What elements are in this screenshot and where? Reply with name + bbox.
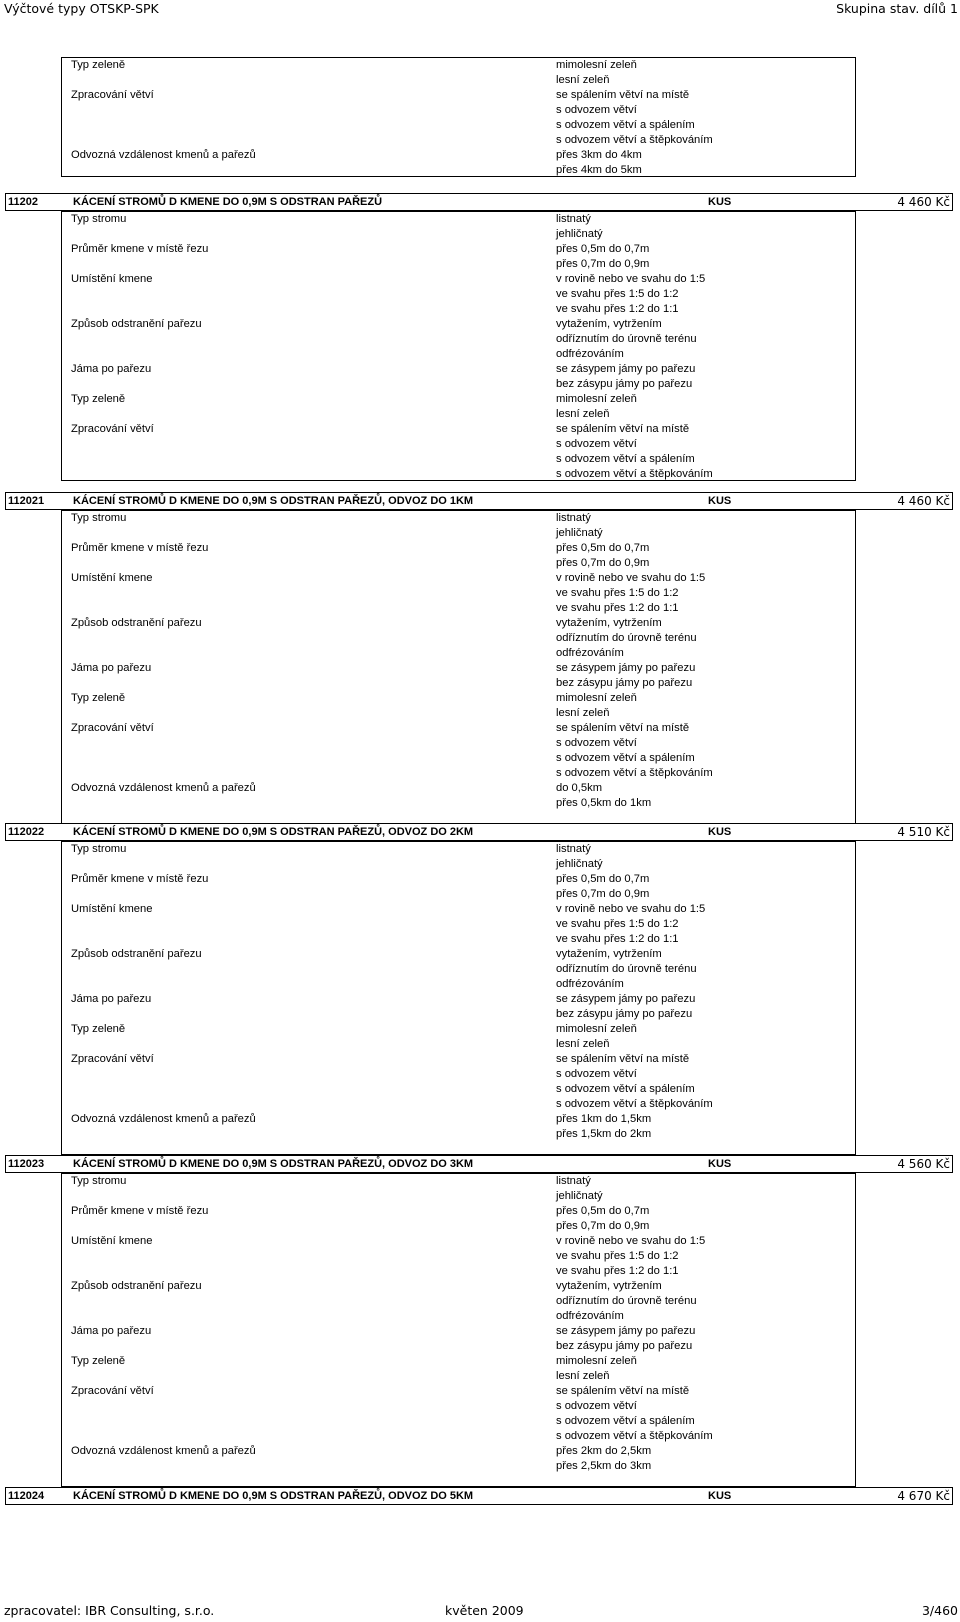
param-value-umisteni-kmene: ve svahu přes 1:5 do 1:2 xyxy=(556,288,679,300)
param-value-umisteni-kmene: ve svahu přes 1:2 do 1:1 xyxy=(556,933,679,945)
param-value-zpracovani-vetvi: se spálením větví na místě xyxy=(556,423,690,435)
param-value-odvozna-vzdalenost: přes 2,5km do 3km xyxy=(556,1460,652,1472)
param-value-typ-zelene: mimolesní zeleň xyxy=(556,692,637,704)
param-value-prumer-kmene: přes 0,5m do 0,7m xyxy=(556,1205,650,1217)
param-label-typ-stromu: Typ stromu xyxy=(71,512,127,524)
param-value-typ-stromu: jehličnatý xyxy=(556,858,603,870)
param-label-jama-po-parezu: Jáma po pařezu xyxy=(71,662,152,674)
item-price: 4 510 Kč xyxy=(897,825,950,839)
param-value-zpusob-odstraneni: odfrézováním xyxy=(556,1310,624,1322)
param-label-odvozna-vzdalenost: Odvozná vzdálenost kmenů a pařezů xyxy=(71,782,256,794)
param-value-odvozna-vzdalenost: přes 2km do 2,5km xyxy=(556,1445,652,1457)
param-value-typ-stromu: jehličnatý xyxy=(556,1190,603,1202)
param-value-jama-po-parezu: se zásypem jámy po pařezu xyxy=(556,363,696,375)
param-value-zpusob-odstraneni: vytažením, vytržením xyxy=(556,318,662,330)
param-label-prumer-kmene: Průměr kmene v místě řezu xyxy=(71,1205,209,1217)
param-value-jama-po-parezu: se zásypem jámy po pařezu xyxy=(556,1325,696,1337)
param-value-umisteni-kmene: ve svahu přes 1:2 do 1:1 xyxy=(556,602,679,614)
param-value-odvozna-vzdalenost: přes 3km do 4km xyxy=(556,149,642,161)
param-value-zpusob-odstraneni: odfrézováním xyxy=(556,348,624,360)
param-value-jama-po-parezu: bez zásypu jámy po pařezu xyxy=(556,1340,693,1352)
param-value-zpusob-odstraneni: vytažením, vytržením xyxy=(556,1280,662,1292)
param-value-zpracovani-vetvi: s odvozem větví a spálením xyxy=(556,752,695,764)
item-unit: KUS xyxy=(708,1490,732,1502)
param-value-umisteni-kmene: v rovině nebo ve svahu do 1:5 xyxy=(556,572,706,584)
parameter-box xyxy=(61,841,856,1155)
param-label-prumer-kmene: Průměr kmene v místě řezu xyxy=(71,542,209,554)
param-value-zpracovani-vetvi: s odvozem větví a štěpkováním xyxy=(556,134,713,146)
param-value-zpracovani-vetvi: s odvozem větví xyxy=(556,1400,637,1412)
param-value-prumer-kmene: přes 0,7m do 0,9m xyxy=(556,258,650,270)
item-price: 4 670 Kč xyxy=(897,1489,950,1503)
item-name: KÁCENÍ STROMŮ D KMENE DO 0,9M S ODSTRAN PAŘEZŮ, ODVOZ DO 1KM xyxy=(73,495,474,507)
header-title: Výčtové typy OTSKP-SPK xyxy=(4,1,159,16)
param-value-typ-stromu: listnatý xyxy=(556,843,591,855)
param-value-typ-zelene: lesní zeleň xyxy=(556,1038,610,1050)
item-code: 112022 xyxy=(8,826,45,838)
item-code: 112023 xyxy=(8,1158,45,1170)
param-value-zpracovani-vetvi: s odvozem větví xyxy=(556,737,637,749)
param-value-jama-po-parezu: se zásypem jámy po pařezu xyxy=(556,662,696,674)
param-label-typ-zelene: Typ zeleně xyxy=(71,1023,126,1035)
param-label-zpracovani-vetvi: Zpracování větví xyxy=(71,89,154,101)
param-label-zpracovani-vetvi: Zpracování větví xyxy=(71,423,154,435)
param-value-zpracovani-vetvi: se spálením větví na místě xyxy=(556,722,690,734)
param-value-umisteni-kmene: ve svahu přes 1:5 do 1:2 xyxy=(556,918,679,930)
footer-author: zpracovatel: IBR Consulting, s.r.o. xyxy=(4,1603,215,1618)
footer-date: květen 2009 xyxy=(445,1603,524,1618)
param-label-typ-zelene: Typ zeleně xyxy=(71,393,126,405)
page-header xyxy=(0,0,960,18)
param-value-typ-zelene: lesní zeleň xyxy=(556,74,610,86)
param-value-umisteni-kmene: ve svahu přes 1:5 do 1:2 xyxy=(556,587,679,599)
param-value-typ-stromu: listnatý xyxy=(556,512,591,524)
parameter-box xyxy=(61,510,856,824)
param-value-prumer-kmene: přes 0,7m do 0,9m xyxy=(556,1220,650,1232)
item-title-row xyxy=(5,193,953,211)
param-value-typ-zelene: lesní zeleň xyxy=(556,408,610,420)
param-value-zpracovani-vetvi: s odvozem větví a štěpkováním xyxy=(556,1098,713,1110)
item-title-row xyxy=(5,1155,953,1173)
param-label-odvozna-vzdalenost: Odvozná vzdálenost kmenů a pařezů xyxy=(71,1445,256,1457)
param-value-zpusob-odstraneni: vytažením, vytržením xyxy=(556,617,662,629)
param-label-odvozna-vzdalenost: Odvozná vzdálenost kmenů a pařezů xyxy=(71,149,256,161)
param-value-umisteni-kmene: v rovině nebo ve svahu do 1:5 xyxy=(556,903,706,915)
item-price: 4 560 Kč xyxy=(897,1157,950,1171)
param-value-typ-stromu: jehličnatý xyxy=(556,228,603,240)
param-value-zpracovani-vetvi: se spálením větví na místě xyxy=(556,1385,690,1397)
param-value-umisteni-kmene: ve svahu přes 1:2 do 1:1 xyxy=(556,303,679,315)
item-price: 4 460 Kč xyxy=(897,195,950,209)
param-label-zpusob-odstraneni: Způsob odstranění pařezu xyxy=(71,318,202,330)
param-value-zpracovani-vetvi: s odvozem větví a spálením xyxy=(556,453,695,465)
param-label-jama-po-parezu: Jáma po pařezu xyxy=(71,363,152,375)
param-value-umisteni-kmene: v rovině nebo ve svahu do 1:5 xyxy=(556,1235,706,1247)
footer-page-number: 3/460 xyxy=(921,1603,958,1618)
item-name: KÁCENÍ STROMŮ D KMENE DO 0,9M S ODSTRAN PAŘEZŮ, ODVOZ DO 3KM xyxy=(73,1158,474,1170)
param-label-typ-zelene: Typ zeleně xyxy=(71,59,126,71)
item-price: 4 460 Kč xyxy=(897,494,950,508)
param-value-zpusob-odstraneni: odfrézováním xyxy=(556,647,624,659)
param-value-prumer-kmene: přes 0,5m do 0,7m xyxy=(556,873,650,885)
item-name: KÁCENÍ STROMŮ D KMENE DO 0,9M S ODSTRAN PAŘEZŮ, ODVOZ DO 5KM xyxy=(73,1490,474,1502)
param-value-zpracovani-vetvi: s odvozem větví xyxy=(556,1068,637,1080)
param-label-zpusob-odstraneni: Způsob odstranění pařezu xyxy=(71,617,202,629)
param-label-zpusob-odstraneni: Způsob odstranění pařezu xyxy=(71,1280,202,1292)
param-label-zpracovani-vetvi: Zpracování větví xyxy=(71,722,154,734)
param-label-prumer-kmene: Průměr kmene v místě řezu xyxy=(71,243,209,255)
item-unit: KUS xyxy=(708,1158,732,1170)
page-footer xyxy=(0,1603,960,1621)
item-code: 112021 xyxy=(8,495,45,507)
param-label-typ-stromu: Typ stromu xyxy=(71,1175,127,1187)
param-value-typ-stromu: listnatý xyxy=(556,213,591,225)
param-label-odvozna-vzdalenost: Odvozná vzdálenost kmenů a pařezů xyxy=(71,1113,256,1125)
param-value-odvozna-vzdalenost: přes 1,5km do 2km xyxy=(556,1128,652,1140)
param-label-zpracovani-vetvi: Zpracování větví xyxy=(71,1053,154,1065)
param-value-odvozna-vzdalenost: přes 4km do 5km xyxy=(556,164,642,176)
param-label-jama-po-parezu: Jáma po pařezu xyxy=(71,1325,152,1337)
param-label-umisteni-kmene: Umístění kmene xyxy=(71,273,153,285)
param-value-zpusob-odstraneni: odříznutím do úrovně terénu xyxy=(556,333,697,345)
param-value-typ-stromu: jehličnatý xyxy=(556,527,603,539)
item-name: KÁCENÍ STROMŮ D KMENE DO 0,9M S ODSTRAN PAŘEZŮ xyxy=(73,196,383,208)
param-value-odvozna-vzdalenost: přes 1km do 1,5km xyxy=(556,1113,652,1125)
param-value-jama-po-parezu: bez zásypu jámy po pařezu xyxy=(556,378,693,390)
param-value-typ-zelene: mimolesní zeleň xyxy=(556,59,637,71)
param-value-prumer-kmene: přes 0,7m do 0,9m xyxy=(556,888,650,900)
item-unit: KUS xyxy=(708,196,732,208)
param-value-zpracovani-vetvi: s odvozem větví a spálením xyxy=(556,119,695,131)
header-group: Skupina stav. dílů 1 xyxy=(836,1,958,16)
param-value-umisteni-kmene: ve svahu přes 1:5 do 1:2 xyxy=(556,1250,679,1262)
param-label-typ-stromu: Typ stromu xyxy=(71,213,127,225)
param-value-zpusob-odstraneni: odříznutím do úrovně terénu xyxy=(556,1295,697,1307)
param-label-jama-po-parezu: Jáma po pařezu xyxy=(71,993,152,1005)
param-value-prumer-kmene: přes 0,7m do 0,9m xyxy=(556,557,650,569)
param-label-umisteni-kmene: Umístění kmene xyxy=(71,1235,153,1247)
param-value-zpusob-odstraneni: odříznutím do úrovně terénu xyxy=(556,632,697,644)
param-value-odvozna-vzdalenost: do 0,5km xyxy=(556,782,603,794)
item-title-row xyxy=(5,492,953,510)
param-value-typ-zelene: mimolesní zeleň xyxy=(556,1355,637,1367)
param-value-prumer-kmene: přes 0,5m do 0,7m xyxy=(556,243,650,255)
item-unit: KUS xyxy=(708,826,732,838)
param-value-odvozna-vzdalenost: přes 0,5km do 1km xyxy=(556,797,652,809)
param-label-typ-zelene: Typ zeleně xyxy=(71,692,126,704)
param-value-prumer-kmene: přes 0,5m do 0,7m xyxy=(556,542,650,554)
param-value-zpracovani-vetvi: s odvozem větví a spálením xyxy=(556,1083,695,1095)
param-value-typ-zelene: lesní zeleň xyxy=(556,707,610,719)
param-value-zpracovani-vetvi: s odvozem větví a štěpkováním xyxy=(556,468,713,480)
param-value-zpracovani-vetvi: s odvozem větví xyxy=(556,104,637,116)
param-label-typ-stromu: Typ stromu xyxy=(71,843,127,855)
item-name: KÁCENÍ STROMŮ D KMENE DO 0,9M S ODSTRAN PAŘEZŮ, ODVOZ DO 2KM xyxy=(73,826,474,838)
param-value-typ-zelene: lesní zeleň xyxy=(556,1370,610,1382)
param-label-typ-zelene: Typ zeleně xyxy=(71,1355,126,1367)
item-title-row xyxy=(5,823,953,841)
param-value-zpusob-odstraneni: odříznutím do úrovně terénu xyxy=(556,963,697,975)
param-value-umisteni-kmene: v rovině nebo ve svahu do 1:5 xyxy=(556,273,706,285)
item-code: 11202 xyxy=(8,196,38,208)
param-value-zpusob-odstraneni: odfrézováním xyxy=(556,978,624,990)
param-value-umisteni-kmene: ve svahu přes 1:2 do 1:1 xyxy=(556,1265,679,1277)
parameter-box xyxy=(61,1173,856,1487)
param-label-umisteni-kmene: Umístění kmene xyxy=(71,572,153,584)
item-title-row xyxy=(5,1487,953,1505)
param-label-prumer-kmene: Průměr kmene v místě řezu xyxy=(71,873,209,885)
param-label-zpracovani-vetvi: Zpracování větví xyxy=(71,1385,154,1397)
param-value-zpracovani-vetvi: se spálením větví na místě xyxy=(556,89,690,101)
item-unit: KUS xyxy=(708,495,732,507)
param-label-zpusob-odstraneni: Způsob odstranění pařezu xyxy=(71,948,202,960)
param-value-jama-po-parezu: se zásypem jámy po pařezu xyxy=(556,993,696,1005)
param-value-zpracovani-vetvi: se spálením větví na místě xyxy=(556,1053,690,1065)
param-value-zpracovani-vetvi: s odvozem větví a štěpkováním xyxy=(556,1430,713,1442)
param-value-zpusob-odstraneni: vytažením, vytržením xyxy=(556,948,662,960)
param-value-zpracovani-vetvi: s odvozem větví xyxy=(556,438,637,450)
param-value-jama-po-parezu: bez zásypu jámy po pařezu xyxy=(556,677,693,689)
param-value-typ-zelene: mimolesní zeleň xyxy=(556,1023,637,1035)
param-value-typ-zelene: mimolesní zeleň xyxy=(556,393,637,405)
param-label-umisteni-kmene: Umístění kmene xyxy=(71,903,153,915)
item-code: 112024 xyxy=(8,1490,45,1502)
param-value-jama-po-parezu: bez zásypu jámy po pařezu xyxy=(556,1008,693,1020)
param-value-zpracovani-vetvi: s odvozem větví a spálením xyxy=(556,1415,695,1427)
param-value-typ-stromu: listnatý xyxy=(556,1175,591,1187)
param-value-zpracovani-vetvi: s odvozem větví a štěpkováním xyxy=(556,767,713,779)
